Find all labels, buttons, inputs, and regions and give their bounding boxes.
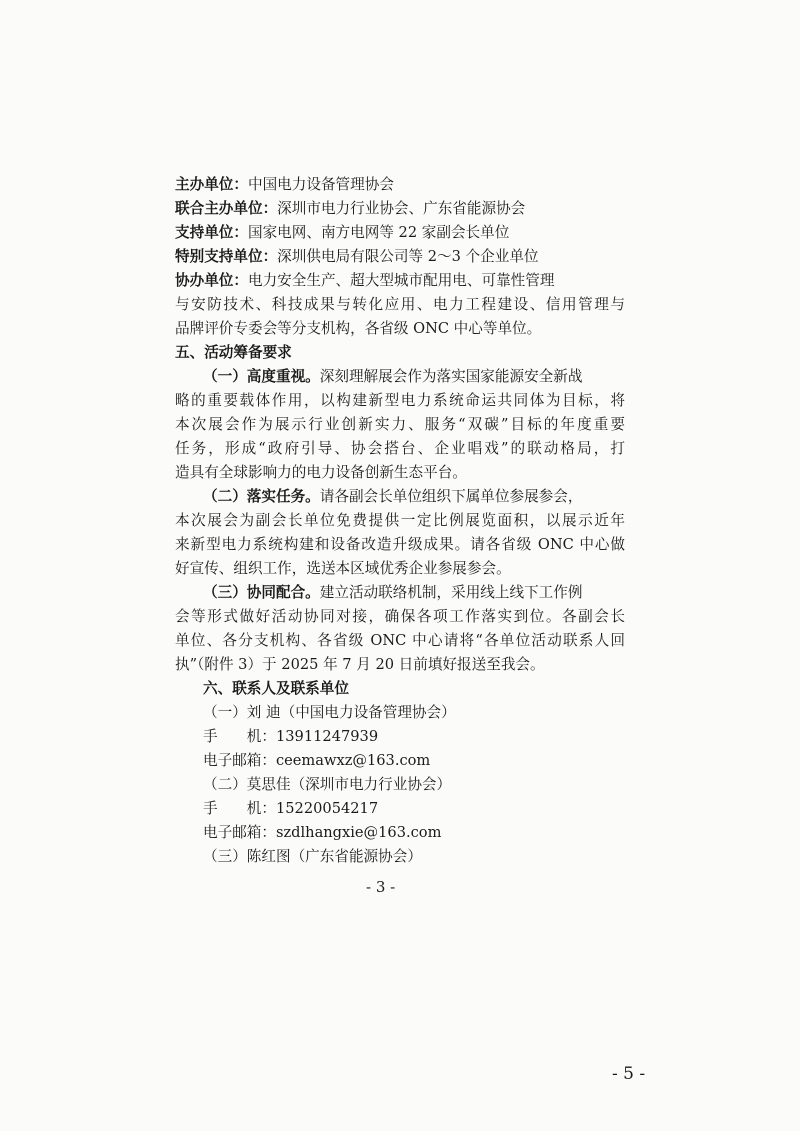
contact-1-phone-line — [203, 727, 378, 747]
assist-line-1 — [175, 271, 554, 291]
p1-line-3: 本次展会作为展示行业创新实力、服务“双碳”目标的年度重要 — [175, 416, 625, 433]
contact-3-name: （三）陈红图（广东省能源协会） — [203, 848, 422, 865]
p2-label: （二）落实任务。 — [203, 488, 320, 505]
support-label: 支持单位： — [175, 224, 248, 241]
contact-1-email-line — [203, 751, 430, 771]
contact-2-phone-label: 手 机： — [203, 800, 276, 817]
co-host-value: 深圳市电力行业协会、广东省能源协会 — [277, 200, 526, 217]
special-support-value: 深圳供电局有限公司等 2～3 个企业单位 — [277, 248, 539, 265]
contact-1-name: （一）刘 迪（中国电力设备管理协会） — [203, 704, 456, 721]
p2-line-1 — [203, 487, 582, 507]
contact-2-email-label: 电子邮箱： — [203, 824, 276, 841]
host-line — [175, 175, 394, 195]
section-6-heading: 六、联系人及联系单位 — [203, 680, 349, 697]
host-label: 主办单位： — [175, 176, 248, 193]
p2-line-2: 本次展会为副会长单位免费提供一定比例展览面积，以展示近年 — [175, 512, 625, 529]
p1-line-1 — [203, 367, 582, 387]
support-line — [175, 223, 509, 243]
support-value: 国家电网、南方电网等 22 家副会长单位 — [247, 224, 510, 241]
p2-text-1: 请各副会长单位组织下属单位参展参会， — [319, 488, 583, 505]
p3-label: （三）协同配合。 — [203, 584, 320, 601]
contact-1-phone: 13911247939 — [275, 728, 379, 745]
contact-1-email: ceemawxz@163.com — [275, 752, 431, 769]
assist-line-2: 与安防技术、科技成果与转化应用、电力工程建设、信用管理与 — [175, 296, 625, 313]
section-5-heading: 五、活动筹备要求 — [175, 344, 292, 361]
assist-line-3: 品牌评价专委会等分支机构，各省级 ONC 中心等单位。 — [175, 320, 542, 337]
p3-line-2: 会等形式做好活动协同对接，确保各项工作落实到位。各副会长 — [175, 608, 625, 625]
contact-2-email: szdlhangxie@163.com — [275, 824, 442, 841]
contact-2-phone-line — [203, 799, 378, 819]
contact-1-phone-label: 手 机： — [203, 728, 276, 745]
assist-label: 协办单位： — [175, 272, 248, 289]
contact-1-email-label: 电子邮箱： — [203, 752, 276, 769]
co-host-label: 联合主办单位： — [175, 200, 278, 217]
p2-line-4: 好宣传、组织工作，选送本区域优秀企业参展参会。 — [175, 560, 511, 577]
p1-line-2: 略的重要载体作用，以构建新型电力系统命运共同体为目标，将 — [175, 392, 625, 409]
p1-line-5: 造具有全球影响力的电力设备创新生态平台。 — [175, 464, 467, 481]
special-support-line — [175, 247, 539, 267]
p3-line-3: 单位、各分支机构、各省级 ONC 中心请将“各单位活动联系人回 — [175, 632, 625, 649]
p1-label: （一）高度重视。 — [203, 368, 320, 385]
host-value: 中国电力设备管理协会 — [247, 176, 394, 193]
assist-text-1: 电力安全生产、超大型城市配用电、可靠性管理 — [247, 272, 555, 289]
contact-2-email-line — [203, 823, 441, 843]
p1-text-1: 深刻理解展会作为落实国家能源安全新战 — [319, 368, 583, 385]
special-support-label: 特别支持单位： — [175, 248, 278, 265]
p3-line-4: 执”（附件 3）于 2025 年 7 月 20 日前填好报送至我会。 — [175, 656, 545, 673]
outer-page-number: - 5 - — [612, 1064, 646, 1084]
inner-page-number: - 3 - — [366, 878, 396, 896]
contact-2-phone: 15220054217 — [275, 800, 379, 817]
contact-2-name: （二）莫思佳（深圳市电力行业协会） — [203, 776, 452, 793]
co-host-line — [175, 199, 525, 219]
p2-line-3: 来新型电力系统构建和设备改造升级成果。请各省级 ONC 中心做 — [175, 536, 625, 553]
p1-line-4: 任务，形成“政府引导、协会搭台、企业唱戏”的联动格局，打 — [175, 440, 625, 457]
p3-line-1 — [203, 583, 582, 603]
p3-text-1: 建立活动联络机制，采用线上线下工作例 — [319, 584, 583, 601]
